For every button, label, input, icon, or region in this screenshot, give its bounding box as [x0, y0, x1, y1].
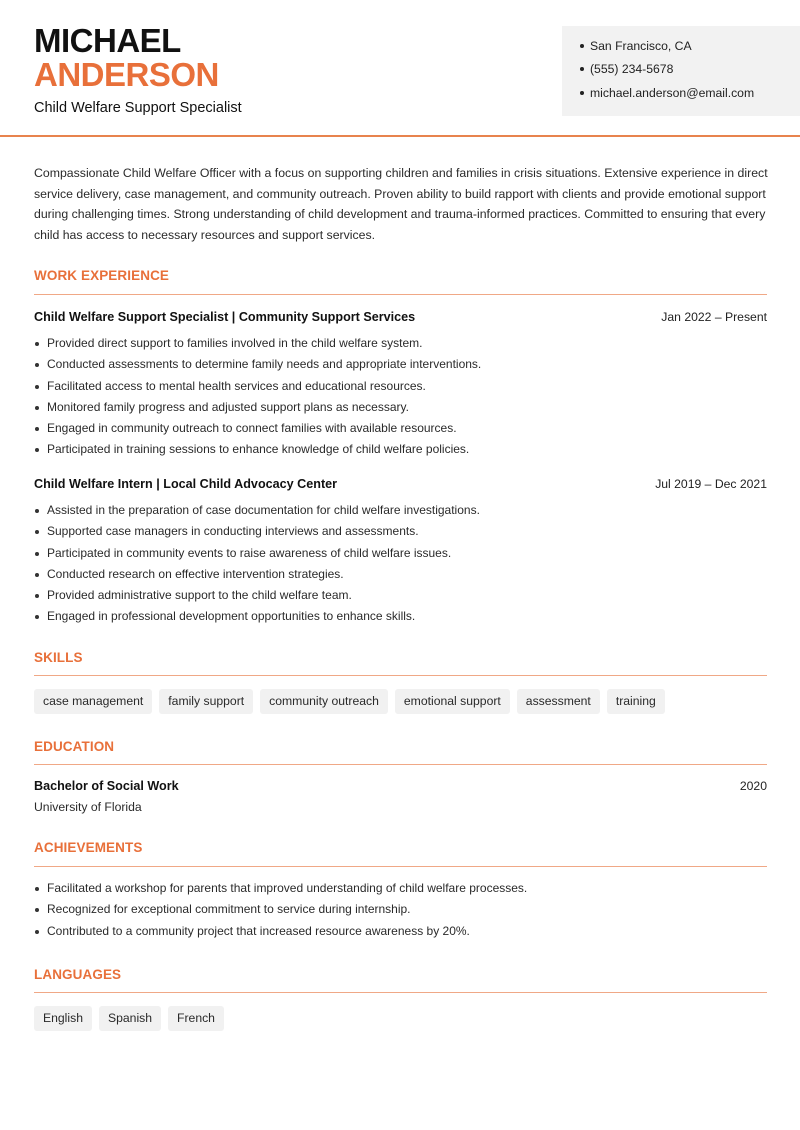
- bullet-icon: [580, 44, 584, 48]
- list-item: Supported case managers in conducting interviews and assessments.: [34, 521, 480, 542]
- languages-heading: LANGUAGES: [34, 967, 122, 982]
- work-experience-heading: WORK EXPERIENCE: [34, 268, 170, 283]
- skill-chip: family support: [159, 689, 253, 714]
- list-item: Conducted research on effective intervention strategies.: [34, 564, 480, 585]
- job-bullets: [34, 500, 480, 628]
- list-item: Recognized for exceptional commitment to service during internship.: [34, 899, 527, 920]
- skill-chip: case management: [34, 689, 152, 714]
- education-heading: EDUCATION: [34, 739, 115, 754]
- list-item: Contributed to a community project that increased resource awareness by 20%.: [34, 921, 527, 942]
- email-link[interactable]: michael.anderson@email.com: [590, 86, 755, 100]
- list-item: Facilitated access to mental health services and educational resources.: [34, 376, 481, 397]
- skill-chip: assessment: [517, 689, 600, 714]
- section-divider: [34, 675, 767, 676]
- school: University of Florida: [34, 800, 142, 814]
- first-name: MICHAEL: [34, 22, 181, 59]
- job-heading: Child Welfare Intern | Local Child Advocacy Center: [34, 477, 338, 491]
- skills-list: [34, 689, 665, 714]
- section-divider: [34, 764, 767, 765]
- contact-email[interactable]: [580, 86, 754, 100]
- achievements-list: [34, 878, 527, 942]
- list-item: Engaged in community outreach to connect families with available resources.: [34, 418, 481, 439]
- bullet-icon: [580, 91, 584, 95]
- list-item: Assisted in the preparation of case documentation for child welfare investigations.: [34, 500, 480, 521]
- job-dates: Jan 2022 – Present: [661, 310, 767, 324]
- job-heading: Child Welfare Support Specialist | Community Support Services: [34, 310, 416, 324]
- section-divider: [34, 992, 767, 993]
- language-chip: English: [34, 1006, 92, 1031]
- job-dates: Jul 2019 – Dec 2021: [655, 477, 767, 491]
- skill-chip: community outreach: [260, 689, 388, 714]
- list-item: Provided administrative support to the child welfare team.: [34, 585, 480, 606]
- job-bullets: [34, 333, 481, 461]
- skill-chip: training: [607, 689, 665, 714]
- contact-box: [562, 26, 800, 116]
- bullet-icon: [580, 67, 584, 71]
- list-item: Participated in training sessions to enhance knowledge of child welfare policies.: [34, 439, 481, 460]
- section-divider: [34, 294, 767, 295]
- language-chip: Spanish: [99, 1006, 161, 1031]
- degree: Bachelor of Social Work: [34, 779, 179, 793]
- list-item: Engaged in professional development opportunities to enhance skills.: [34, 606, 480, 627]
- list-item: Provided direct support to families involved in the child welfare system.: [34, 333, 481, 354]
- section-divider: [34, 866, 767, 867]
- list-item: Conducted assessments to determine family needs and appropriate interventions.: [34, 354, 481, 375]
- location-text: San Francisco, CA: [590, 39, 692, 53]
- languages-list: [34, 1006, 224, 1031]
- achievements-heading: ACHIEVEMENTS: [34, 840, 143, 855]
- language-chip: French: [168, 1006, 224, 1031]
- contact-location: [580, 39, 692, 53]
- list-item: Participated in community events to raise awareness of child welfare issues.: [34, 543, 480, 564]
- phone-text: (555) 234-5678: [590, 62, 674, 76]
- last-name: ANDERSON: [34, 56, 219, 93]
- graduation-year: 2020: [739, 779, 767, 793]
- professional-summary: Compassionate Child Welfare Officer with a focus on supporting children and families in crisis situations. Extensive experience in direct service delivery, case management, and community outreach. Proven ability to build rapport with clients and provide emotional support during challenging times. Strong understanding of child development and trauma-informed practices. Committed to ensuring that every child has access to necessary resources and support services.: [34, 166, 768, 242]
- skill-chip: emotional support: [395, 689, 510, 714]
- resume-header: [0, 0, 800, 137]
- contact-phone: [580, 62, 673, 76]
- list-item: Facilitated a workshop for parents that improved understanding of child welfare processes.: [34, 878, 527, 899]
- job-title: Child Welfare Support Specialist: [34, 100, 242, 116]
- skills-heading: SKILLS: [34, 650, 83, 665]
- list-item: Monitored family progress and adjusted support plans as necessary.: [34, 397, 481, 418]
